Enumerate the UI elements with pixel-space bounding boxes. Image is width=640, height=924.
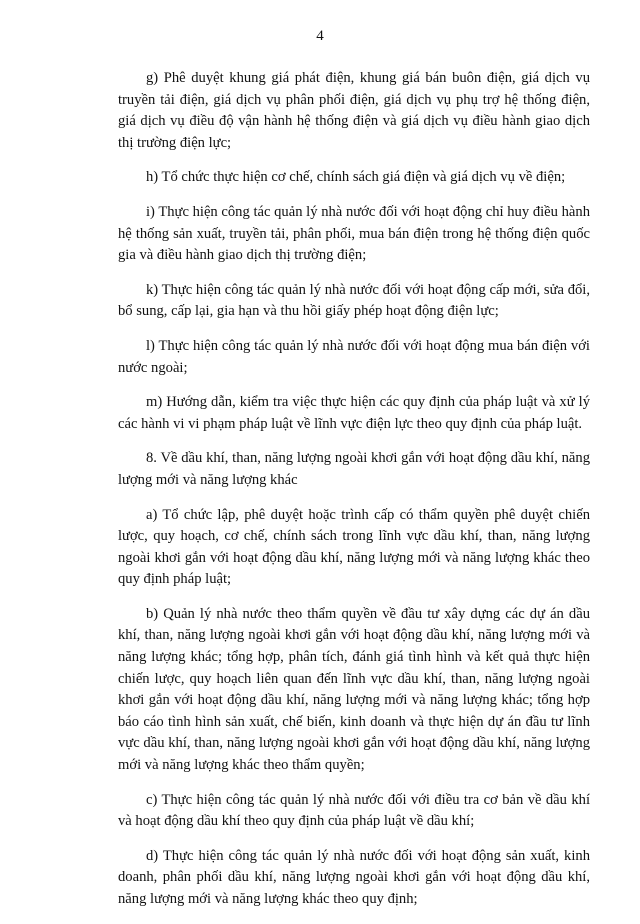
paragraph-g: g) Phê duyệt khung giá phát điện, khung giá bán buôn điện, giá dịch vụ truyền tải điện, giá dịch vụ phân phối điện, giá dịch vụ phụ trợ hệ thống điện, giá dịch vụ điều độ vận hành hệ thống điện và giá dịch vụ điều hành giao dịch thị trường điện lực; <box>118 70 590 151</box>
paragraph-m: m) Hướng dẫn, kiểm tra việc thực hiện các quy định của pháp luật và xử lý các hành vi vi phạm pháp luật về lĩnh vực điện lực theo quy định của pháp luật. <box>118 394 590 432</box>
paragraph-k: k) Thực hiện công tác quản lý nhà nước đối với hoạt động cấp mới, sửa đổi, bổ sung, cấp lại, gia hạn và thu hồi giấy phép hoạt động điện lực; <box>118 281 590 320</box>
paragraph-l: l) Thực hiện công tác quản lý nhà nước đối với hoạt động mua bán điện với nước ngoài; <box>118 337 590 376</box>
paragraph-8d: d) Thực hiện công tác quản lý nhà nước đối với hoạt động sản xuất, kinh doanh, phân phối dầu khí, năng lượng ngoài khơi gắn với hoạt động dầu khí, năng lượng mới và năng lượng khác theo quy định; <box>118 847 590 907</box>
page-number: 4 <box>316 28 324 44</box>
paragraph-8b: b) Quản lý nhà nước theo thẩm quyền về đầu tư xây dựng các dự án dầu khí, than, năng lượng ngoài khơi gắn với hoạt động dầu khí, năng lượng mới và năng lượng khác; tổng hợp, phân tích, đánh giá tình hình và kết quả thực hiện chiến lược, quy hoạch liên quan đến lĩnh vực dầu khí, than, năng lượng ngoài khơi gắn với hoạt động dầu khí, năng lượng mới và năng lượng khác; tổng hợp báo cáo tình hình sản xuất, chế biến, kinh doanh và thực hiện dự án đầu tư lĩnh vực dầu khí, than, năng lượng ngoài khơi gắn với hoạt động dầu khí, năng lượng mới và năng lượng khác theo thẩm quyền; <box>118 605 590 774</box>
paragraph-8a: a) Tổ chức lập, phê duyệt hoặc trình cấp có thẩm quyền phê duyệt chiến lược, quy hoạch, cơ chế, chính sách trong lĩnh vực dầu khí, than, năng lượng ngoài khơi gắn với hoạt động dầu khí, năng lượng mới và năng lượng khác theo quy định pháp luật; <box>118 506 590 588</box>
paragraph-h: h) Tổ chức thực hiện cơ chế, chính sách giá điện và giá dịch vụ về điện; <box>146 169 566 186</box>
section-8-heading: 8. Về dầu khí, than, năng lượng ngoài khơi gắn với hoạt động dầu khí, năng lượng mới và năng lượng khác <box>118 450 590 488</box>
document-body <box>118 68 590 924</box>
paragraph-i: i) Thực hiện công tác quản lý nhà nước đối với hoạt động chỉ huy điều hành hệ thống sản xuất, truyền tải, phân phối, mua bán điện trong hệ thống điện quốc gia và điều hành giao dịch thị trường điện; <box>118 203 590 264</box>
paragraph-8c: c) Thực hiện công tác quản lý nhà nước đối với điều tra cơ bản về dầu khí và hoạt động dầu khí theo quy định của pháp luật về dầu khí; <box>118 791 590 830</box>
